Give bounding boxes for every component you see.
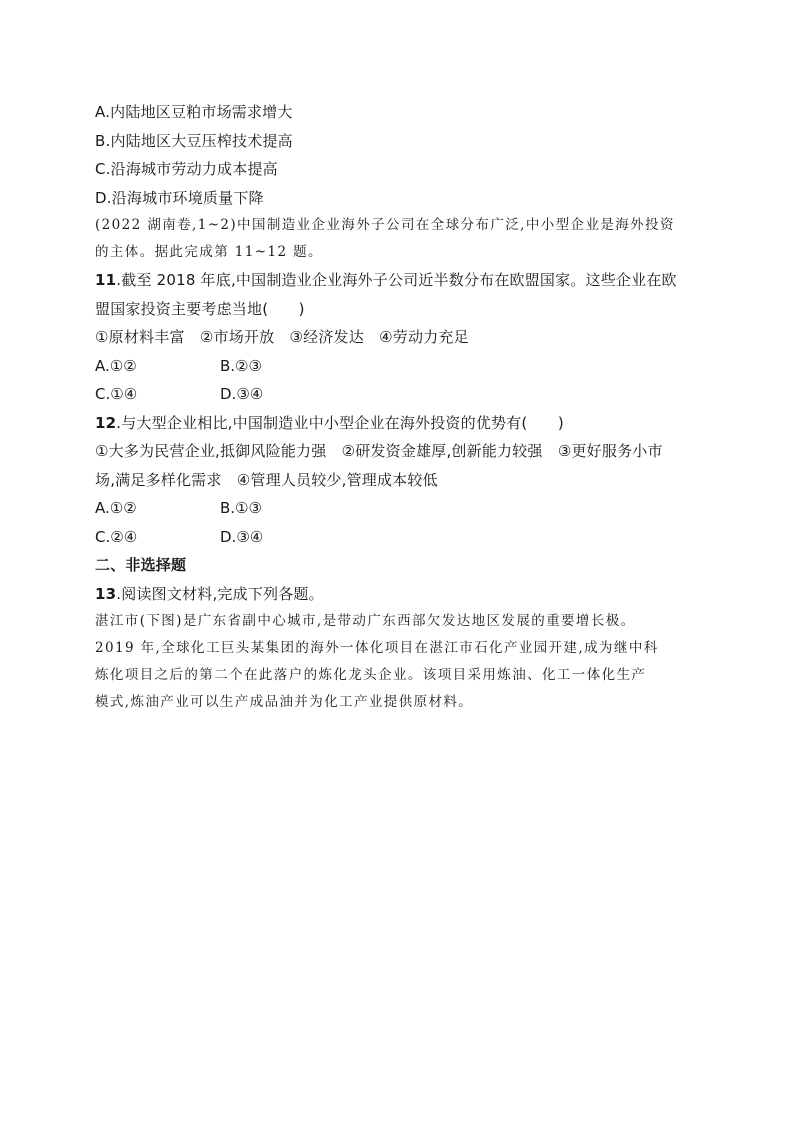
- q13-material-line-3: 炼化项目之后的第二个在此落户的炼化龙头企业。该项目采用炼油、化工一体化生产: [95, 667, 647, 683]
- q12-options-row-1: [95, 494, 705, 523]
- q12-option-c: C.②④: [95, 527, 138, 546]
- q11-option-c: C.①④: [95, 385, 138, 403]
- material-1-line-1: (2022 湖南卷,1~2)中国制造业企业海外子公司在全球分布广泛,中小型企业是海外投资: [95, 217, 675, 233]
- q10-option-b: B.内陆地区大豆压榨技术提高: [95, 131, 293, 150]
- q13-stem: [95, 580, 705, 609]
- q12-stem-text: .与大型企业相比,中国制造业中小型企业在海外投资的优势有( ): [116, 413, 564, 432]
- q11-option-b: B.②③: [220, 356, 262, 375]
- q12-stem: [95, 409, 705, 438]
- q11-stem-line-2: 盟国家投资主要考虑当地( ): [95, 299, 305, 318]
- q11-option-d: D.③④: [220, 385, 264, 403]
- q13-stem-text: .阅读图文材料,完成下列各题。: [116, 584, 324, 603]
- q12-items-line-2: 场,满足多样化需求 ④管理人员较少,管理成本较低: [95, 470, 438, 489]
- q13-material-line-1: 湛江市(下图)是广东省副中心城市,是带动广东西部欠发达地区发展的重要增长极。: [95, 613, 636, 629]
- q13-material-line-2: 2019 年,全球化工巨头某集团的海外一体化项目在湛江市石化产业园开建,成为继中科: [95, 640, 659, 656]
- q12-options-row-2: [95, 523, 705, 552]
- q12-option-b: B.①③: [220, 499, 262, 517]
- q11-number: 11: [95, 271, 117, 289]
- q11-stem-line-1: [95, 266, 705, 295]
- exam-page: [95, 98, 705, 716]
- q13-number: 13: [95, 584, 117, 603]
- q12-option-d: D.③④: [220, 527, 264, 546]
- q12-option-a: A.①②: [95, 499, 137, 517]
- q11-option-a: A.①②: [95, 356, 137, 375]
- q11-options-row-2: [95, 380, 705, 409]
- q12-items-line-1: ①大多为民营企业,抵御风险能力强 ②研发资金雄厚,创新能力较强 ③更好服务小市: [95, 442, 663, 460]
- material-1-line-2: 的主体。据此完成第 11~12 题。: [95, 244, 323, 260]
- q11-options-row-1: [95, 352, 705, 381]
- q13-material-line-4: 模式,炼油产业可以生产成品油并为化工产业提供原材料。: [95, 694, 474, 710]
- q10-option-a: A.内陆地区豆粕市场需求增大: [95, 103, 293, 121]
- q12-number: 12: [95, 413, 117, 432]
- section-2-title: 二、非选择题: [95, 556, 187, 574]
- q11-items: ①原材料丰富 ②市场开放 ③经济发达 ④劳动力充足: [95, 328, 469, 346]
- q10-option-d: D.沿海城市环境质量下降: [95, 188, 264, 207]
- q10-option-c: C.沿海城市劳动力成本提高: [95, 160, 278, 178]
- q11-stem-text: .截至 2018 年底,中国制造业企业海外子公司近半数分布在欧盟国家。这些企业在欧: [116, 271, 677, 289]
